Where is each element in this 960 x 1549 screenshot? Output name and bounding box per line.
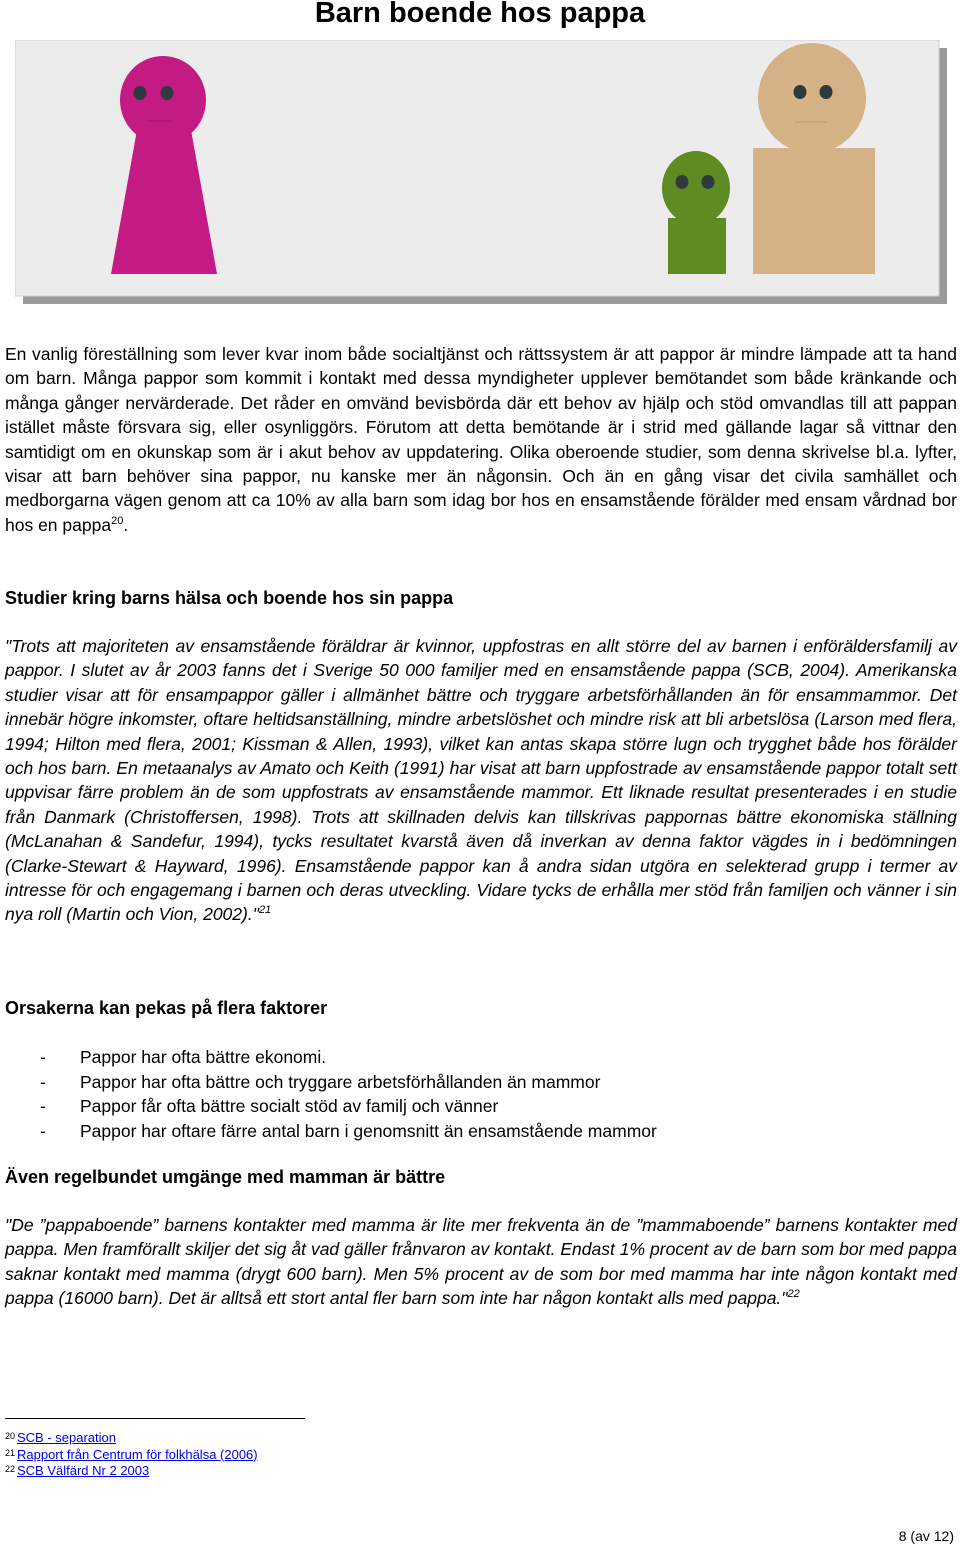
child-head bbox=[662, 151, 730, 225]
father-body bbox=[753, 148, 875, 274]
list-item-text: Pappor har ofta bättre och tryggare arbetsförhållanden än mammor bbox=[80, 1071, 601, 1092]
footnote-ref-21: 21 bbox=[258, 904, 272, 917]
father-left-eye bbox=[794, 85, 807, 99]
section-heading-factors: Orsakerna kan pekas på flera faktorer bbox=[5, 998, 328, 1018]
section-heading-studies: Studier kring barns hälsa och boende hos sin pappa bbox=[5, 588, 454, 608]
section-heading-contact: Även regelbundet umgänge med mamman är bättre bbox=[5, 1167, 446, 1187]
intro-paragraph bbox=[5, 342, 957, 537]
footnote-separator bbox=[5, 1418, 305, 1419]
child-right-eye bbox=[702, 175, 715, 189]
factors-list bbox=[40, 1045, 657, 1143]
footnotes bbox=[5, 1430, 258, 1480]
list-item-text: Pappor har ofta bättre ekonomi. bbox=[80, 1047, 327, 1067]
footnote-22 bbox=[5, 1463, 258, 1480]
list-bullet: - bbox=[40, 1071, 46, 1092]
intro-end: . bbox=[123, 514, 129, 535]
footnote-ref-20: 20 bbox=[111, 515, 124, 528]
footnote-link[interactable]: SCB - separation bbox=[17, 1430, 116, 1445]
list-item bbox=[40, 1094, 657, 1119]
child-figure bbox=[662, 151, 730, 274]
footnote-ref-22: 22 bbox=[787, 1288, 800, 1301]
list-item bbox=[40, 1119, 657, 1144]
list-bullet: - bbox=[40, 1120, 46, 1141]
contact-quote-text: "De ”pappaboende” barnens kontakter med mamma är lite mer frekventa än de ”mammaboende” barnens kontakter med pappa. Men framförallt skiljer det sig åt vad gäller frånvaron av kontakt. Endast 1% procent av de barn som bor med pappa saknar kontakt med mamma (drygt 600 barn). Men 5% procent av de som bor med mamma har inte någon kontakt med pappa (16000 barn). Det är alltså ett stort antal fler barn som inte har någon kontakt alls med pappa." bbox=[5, 1215, 957, 1309]
footnote-link[interactable]: SCB Välfärd Nr 2 2003 bbox=[17, 1463, 150, 1479]
mother-head bbox=[120, 56, 206, 144]
footnote-21 bbox=[5, 1447, 258, 1464]
footnote-20 bbox=[5, 1430, 258, 1447]
page-title: Barn boende hos pappa bbox=[314, 0, 646, 29]
mother-right-eye bbox=[161, 86, 174, 100]
list-bullet: - bbox=[40, 1047, 46, 1067]
father-right-eye bbox=[820, 85, 833, 99]
list-item-text: Pappor har oftare färre antal barn i genomsnitt än ensamstående mammor bbox=[80, 1120, 657, 1141]
father-figure bbox=[753, 43, 875, 274]
list-bullet: - bbox=[40, 1096, 46, 1117]
contact-quote bbox=[5, 1213, 957, 1311]
footnote-number: 21 bbox=[5, 1447, 16, 1458]
list-item-text: Pappor får ofta bättre socialt stöd av familj och vänner bbox=[80, 1096, 499, 1117]
page-number: 8 (av 12) bbox=[898, 1528, 954, 1544]
studies-quote bbox=[5, 634, 957, 927]
father-head bbox=[758, 43, 866, 153]
mother-left-eye bbox=[134, 86, 147, 100]
child-left-eye bbox=[676, 175, 689, 189]
list-item bbox=[40, 1070, 657, 1095]
intro-text: En vanlig föreställning som lever kvar inom både socialtjänst och rättssystem är att pappor är mindre lämpade att ta hand om barn. Många pappor som kommit i kontakt med dessa myndigheter upplever bemötandet som både kränkande och många gånger nervärderade. Det råder en omvänd bevisbörda där ett behov av hjälp och stöd omvandlas till att pappan istället måste försvara sig, eller osynliggörs. Förutom att detta bemötande är i strid med gällande lagar så vittnar den samtidigt om en okunskap som är i akut behov av uppdatering. Olika oberoende studier, som denna skrivelse bl.a. lyfter, visar att barn behöver sina pappor, nu kanske mer än någonsin. Och än en gång visar det civila samhället och medborgarna vägen genom att ca 10% av alla barn som idag bor hos en ensamstående förälder med ensam vårdnad bor hos en pappa bbox=[5, 344, 957, 535]
family-illustration bbox=[15, 40, 947, 304]
child-body bbox=[668, 218, 726, 274]
footnote-number: 20 bbox=[5, 1431, 16, 1441]
footnote-link[interactable]: Rapport från Centrum för folkhälsa (2006) bbox=[17, 1446, 258, 1462]
list-item bbox=[40, 1045, 657, 1070]
studies-quote-text: "Trots att majoriteten av ensamstående föräldrar är kvinnor, uppfostras en allt större del av barnen i enföräldersfamilj av pappor. I slutet av år 2003 fanns det i Sverige 50 000 familjer med en ensamstående pappa (SCB, 2004). Amerikanska studier visar att för ensampappor gäller i allmänhet bättre och tryggare arbetsförhållanden än för ensammammor. Det innebär högre inkomster, oftare heltidsanställning, mindre arbetslöshet och mindre risk att bli arbetslösa (Larson med flera, 1994; Hilton med flera, 2001; Kissman & Allen, 1993), vilket kan antas skapa större lugn och trygghet både hos förälder och hos barn. En metaanalys av Amato och Keith (1991) har visat att barn uppfostrade av ensamstående pappor totalt sett uppvisar färre problem än de som uppfostrats av ensamstående mammor. Ett liknade resultat presenterades i en studie från Danmark (Christoffersen, 1998). Trots att skillnaden delvis kan tillskrivas pappornas bättre ekonomiska ställning (McLanahan & Sandefur, 1994), tycks resultatet kvarstå även då inverkan av denna faktor vägdes in i bedömningen (Clarke-Stewart & Hayward, 1996). Ensamstående pappor kan å andra sidan utgöra en selekterad grupp i termer av intresse för och engagemang i barnen och deras utveckling. Vidare tycks de erhålla mer stöd från familjen och vänner i sin nya roll (Martin och Vion, 2002)." bbox=[5, 636, 957, 925]
footnote-number: 22 bbox=[5, 1464, 16, 1475]
